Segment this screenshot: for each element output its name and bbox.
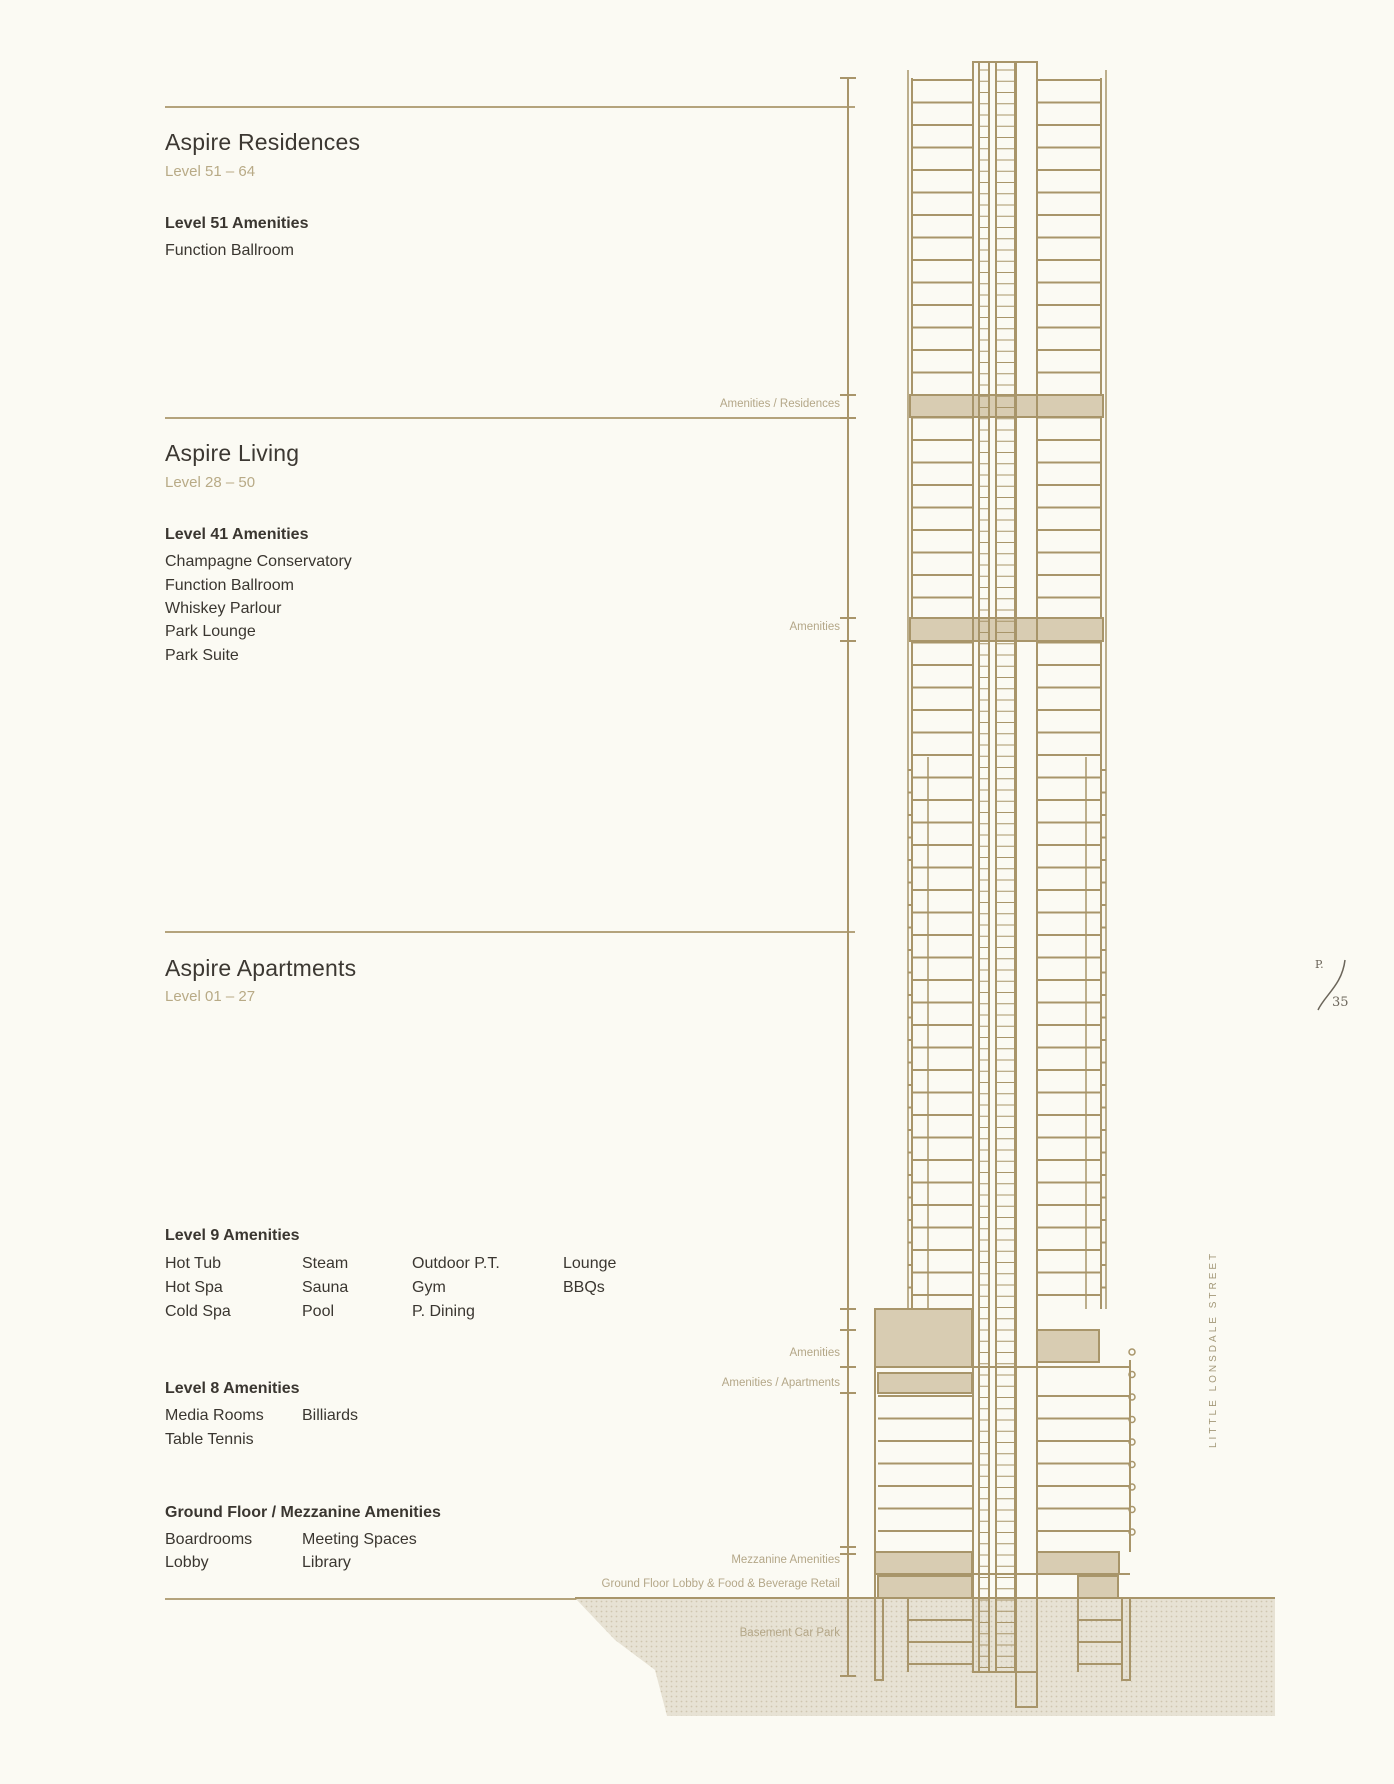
annotation-amenities-apartments: Amenities / Apartments bbox=[721, 1377, 840, 1389]
amenity-band-residences bbox=[910, 395, 1103, 417]
basement-soil bbox=[575, 1598, 1275, 1716]
level9-item: Lounge bbox=[563, 1255, 617, 1272]
page-number: 35 bbox=[1332, 995, 1349, 1010]
ground-item: Boardrooms bbox=[165, 1531, 253, 1548]
ground-item: Library bbox=[302, 1554, 351, 1571]
ground-heading: Ground Floor / Mezzanine Amenities bbox=[165, 1504, 441, 1521]
level41-item: Champagne Conservatory bbox=[165, 553, 352, 570]
level9-item: Hot Tub bbox=[165, 1255, 222, 1272]
level9-item: Outdoor P.T. bbox=[412, 1255, 500, 1272]
core-frame bbox=[973, 62, 1037, 1672]
level51-item: Function Ballroom bbox=[165, 242, 294, 259]
level9-item: P. Dining bbox=[412, 1303, 475, 1320]
level9-item: Steam bbox=[302, 1255, 349, 1272]
street-label: LITTLE LONSDALE STREET bbox=[1208, 1250, 1219, 1448]
annotation-mezzanine: Mezzanine Amenities bbox=[731, 1554, 840, 1566]
section-title-apartments: Aspire Apartments bbox=[165, 955, 357, 981]
section-range-residences: Level 51 – 64 bbox=[165, 163, 256, 180]
annotation-amenities-residences: Amenities / Residences bbox=[719, 398, 840, 410]
amenity-band-apartments bbox=[878, 1373, 972, 1393]
annotation-basement: Basement Car Park bbox=[739, 1627, 840, 1639]
level41-item: Whiskey Parlour bbox=[165, 600, 282, 617]
core-column bbox=[1016, 62, 1037, 1707]
level8-item: Media Rooms bbox=[165, 1407, 264, 1424]
section-title-living: Aspire Living bbox=[165, 440, 300, 466]
level9-item: BBQs bbox=[563, 1279, 605, 1296]
section-title-residences: Aspire Residences bbox=[165, 129, 361, 155]
podium-amenity-9 bbox=[875, 1309, 972, 1367]
level8-heading: Level 8 Amenities bbox=[165, 1380, 300, 1397]
level41-heading: Level 41 Amenities bbox=[165, 526, 309, 543]
section-range-living: Level 28 – 50 bbox=[165, 474, 256, 491]
level9-item: Pool bbox=[302, 1303, 335, 1320]
annotation-ground-lobby: Ground Floor Lobby & Food & Beverage Retail bbox=[601, 1578, 840, 1590]
annotation-amenities-41: Amenities bbox=[789, 621, 840, 633]
level8-item: Billiards bbox=[302, 1407, 359, 1424]
section-range-apartments: Level 01 – 27 bbox=[165, 988, 256, 1005]
level51-heading: Level 51 Amenities bbox=[165, 215, 309, 232]
level8-item: Table Tennis bbox=[165, 1431, 254, 1448]
mezzanine-band bbox=[1037, 1552, 1119, 1574]
level41-item: Function Ballroom bbox=[165, 577, 294, 594]
mezzanine-band bbox=[875, 1552, 972, 1574]
podium-band bbox=[1037, 1330, 1099, 1362]
ground-item: Meeting Spaces bbox=[302, 1531, 417, 1548]
annotation-amenities-9: Amenities bbox=[789, 1347, 840, 1359]
level9-heading: Level 9 Amenities bbox=[165, 1227, 300, 1244]
level9-item: Hot Spa bbox=[165, 1279, 223, 1296]
ground-band bbox=[878, 1576, 972, 1598]
ground-item: Lobby bbox=[165, 1554, 209, 1571]
level9-item: Cold Spa bbox=[165, 1303, 231, 1320]
facade-planter bbox=[1129, 1349, 1135, 1355]
level9-item: Sauna bbox=[302, 1279, 349, 1296]
level9-item: Gym bbox=[412, 1279, 446, 1296]
ground-band bbox=[1078, 1576, 1118, 1598]
level41-item: Park Lounge bbox=[165, 623, 256, 640]
level41-item: Park Suite bbox=[165, 647, 239, 664]
page-prefix: P. bbox=[1315, 958, 1324, 971]
